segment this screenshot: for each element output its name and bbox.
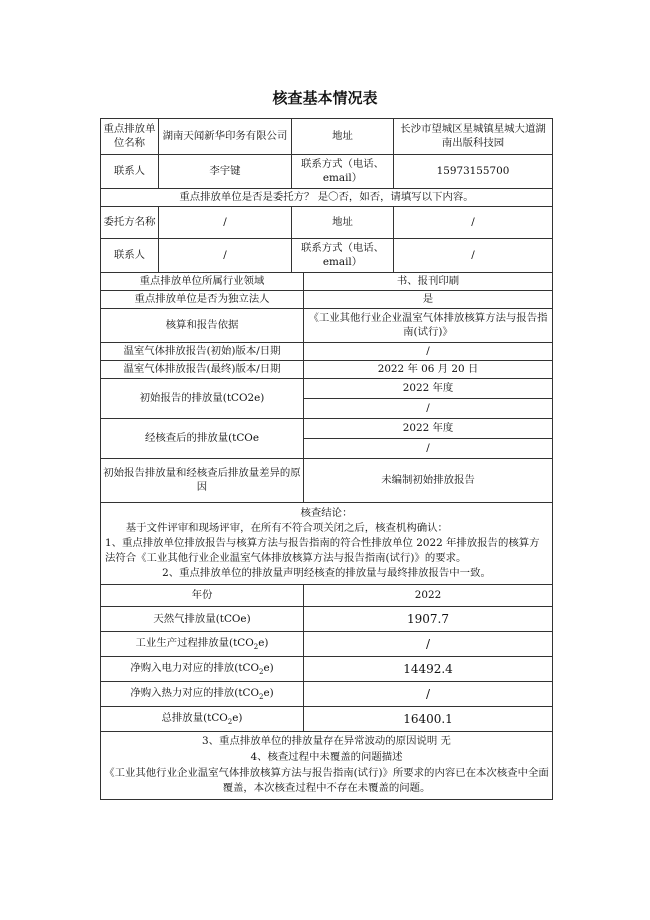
- table-row: [101, 119, 553, 155]
- process-emission-value: /: [304, 632, 553, 657]
- table-row: [101, 379, 553, 399]
- initial-emission-value: /: [304, 399, 553, 419]
- power-emission-label-suffix: e): [263, 661, 274, 674]
- subscript: 2: [253, 642, 259, 651]
- table-row: [101, 607, 553, 632]
- industry-value: 书、报刊印刷: [304, 273, 553, 291]
- total-emission-label: [101, 707, 304, 732]
- power-emission-value: 14492.4: [304, 657, 553, 682]
- subscript: 2: [258, 667, 264, 676]
- basis-value: 《工业其他行业企业温室气体排放核算方法与报告指南(试行)》: [304, 309, 553, 343]
- conclusion-paragraph: 基于文件评审和现场评审，在所有不符合项关闭之后，核查机构确认：: [125, 522, 448, 535]
- table-row: [101, 585, 553, 607]
- table-row: [101, 732, 553, 799]
- basis-label: 核算和报告依据: [101, 309, 304, 343]
- total-emission-label-suffix: e): [232, 711, 243, 724]
- table-row: [101, 657, 553, 682]
- notes-block: [101, 732, 553, 799]
- entrust-contact-method-label: 联系方式（电话、email）: [292, 239, 394, 273]
- year-value: 2022: [304, 585, 553, 607]
- power-emission-label-text: 净购入电力对应的排放(tCO: [130, 661, 259, 674]
- final-version-value: 2022 年 06 月 20 日: [304, 361, 553, 379]
- heat-emission-label-suffix: e): [263, 686, 274, 699]
- table-row: [101, 707, 553, 732]
- entrust-name-value: /: [159, 207, 292, 239]
- subscript: 2: [227, 717, 233, 726]
- entrust-address-label: 地址: [292, 207, 394, 239]
- table-row: [101, 309, 553, 343]
- unit-contact-method-value: 15973155700: [394, 155, 553, 189]
- gas-emission-label: 天然气排放量(tCOe): [101, 607, 304, 632]
- year-label: 年份: [101, 585, 304, 607]
- table-row: [101, 273, 553, 291]
- entrust-address-value: /: [394, 207, 553, 239]
- heat-emission-label-text: 净购入热力对应的排放(tCO: [130, 686, 259, 699]
- power-emission-label: [101, 657, 304, 682]
- unit-address-label: 地址: [292, 119, 394, 155]
- table-row: [101, 155, 553, 189]
- table-row: [101, 503, 553, 585]
- table-row: [101, 361, 553, 379]
- initial-version-label: 温室气体排放报告(初始)版本/日期: [101, 343, 304, 361]
- gas-emission-value: 1907.7: [304, 607, 553, 632]
- legal-person-label: 重点排放单位是否为独立法人: [101, 291, 304, 309]
- total-emission-value: 16400.1: [304, 707, 553, 732]
- unit-name-label: 重点排放单位名称: [101, 119, 159, 155]
- heat-emission-label: [101, 682, 304, 707]
- table-row: [101, 291, 553, 309]
- note-4-text: 《工业其他行业企业温室气体排放核算方法与报告指南(试行)》所要求的内容已在本次核查中全面覆盖，本次核查过程中不存在未覆盖的问题。: [104, 766, 549, 795]
- table-row: [101, 459, 553, 503]
- initial-emission-label: 初始报告的排放量(tCO2e): [101, 379, 304, 419]
- table-row: [101, 343, 553, 361]
- final-version-label: 温室气体排放报告(最终)版本/日期: [101, 361, 304, 379]
- page-title: 核查基本情况表: [272, 89, 378, 107]
- entrust-name-label: 委托方名称: [101, 207, 159, 239]
- initial-version-value: /: [304, 343, 553, 361]
- difference-reason-label: 初始报告排放量和经核查后排放量差异的原因: [101, 459, 304, 503]
- legal-person-value: 是: [304, 291, 553, 309]
- verified-emission-label: 经核查后的排放量(tCOe: [101, 419, 304, 459]
- verified-emission-year: 2022 年度: [304, 419, 553, 439]
- process-emission-label: [101, 632, 304, 657]
- table-row: [101, 207, 553, 239]
- entrust-question: 重点排放单位是否是委托方？ 是〇否，如否，请填写以下内容。: [101, 189, 553, 207]
- difference-reason-value: 未编制初始排放报告: [304, 459, 553, 503]
- entrust-contact-value: /: [159, 239, 292, 273]
- entrust-contact-method-value: /: [394, 239, 553, 273]
- table-row: [101, 189, 553, 207]
- table-row: [101, 632, 553, 657]
- industry-label: 重点排放单位所属行业领域: [101, 273, 304, 291]
- note-3: 3、重点排放单位的排放量存在异常波动的原因说明 无: [202, 735, 451, 748]
- heat-emission-value: /: [304, 682, 553, 707]
- unit-contact-method-label: 联系方式（电话、email）: [292, 155, 394, 189]
- subscript: 2: [258, 692, 264, 701]
- unit-contact-label: 联系人: [101, 155, 159, 189]
- conclusion-block: [101, 503, 553, 585]
- note-4-heading: 4、核查过程中未覆盖的问题描述: [250, 751, 403, 763]
- verified-emission-value: /: [304, 439, 553, 459]
- unit-address-value: 长沙市望城区星城镇星城大道湖南出版科技园: [394, 119, 553, 155]
- verification-table: [100, 118, 553, 800]
- table-row: [101, 239, 553, 273]
- unit-contact-value: 李宇键: [159, 155, 292, 189]
- unit-name-value: 湖南天闻新华印务有限公司: [159, 119, 292, 155]
- conclusion-paragraph: 2、重点排放单位的排放量声明经核查的排放量与最终排放报告中一致。: [162, 567, 491, 580]
- total-emission-label-text: 总排放量(tCO: [161, 711, 228, 724]
- process-emission-label-suffix: e): [258, 636, 269, 649]
- table-row: [101, 682, 553, 707]
- initial-emission-year: 2022 年度: [304, 379, 553, 399]
- conclusion-heading: 核查结论：: [300, 507, 353, 519]
- table-row: [101, 419, 553, 439]
- conclusion-paragraph: 1、重点排放单位排放报告与核算方法与报告指南的符合性排放单位 2022 年排放报告的核算方法符合《工业其他行业企业温室气体排放核算方法与报告指南(试行)》的要求。: [105, 537, 540, 565]
- entrust-contact-label: 联系人: [101, 239, 159, 273]
- process-emission-label-text: 工业生产过程排放量(tCO: [135, 636, 254, 649]
